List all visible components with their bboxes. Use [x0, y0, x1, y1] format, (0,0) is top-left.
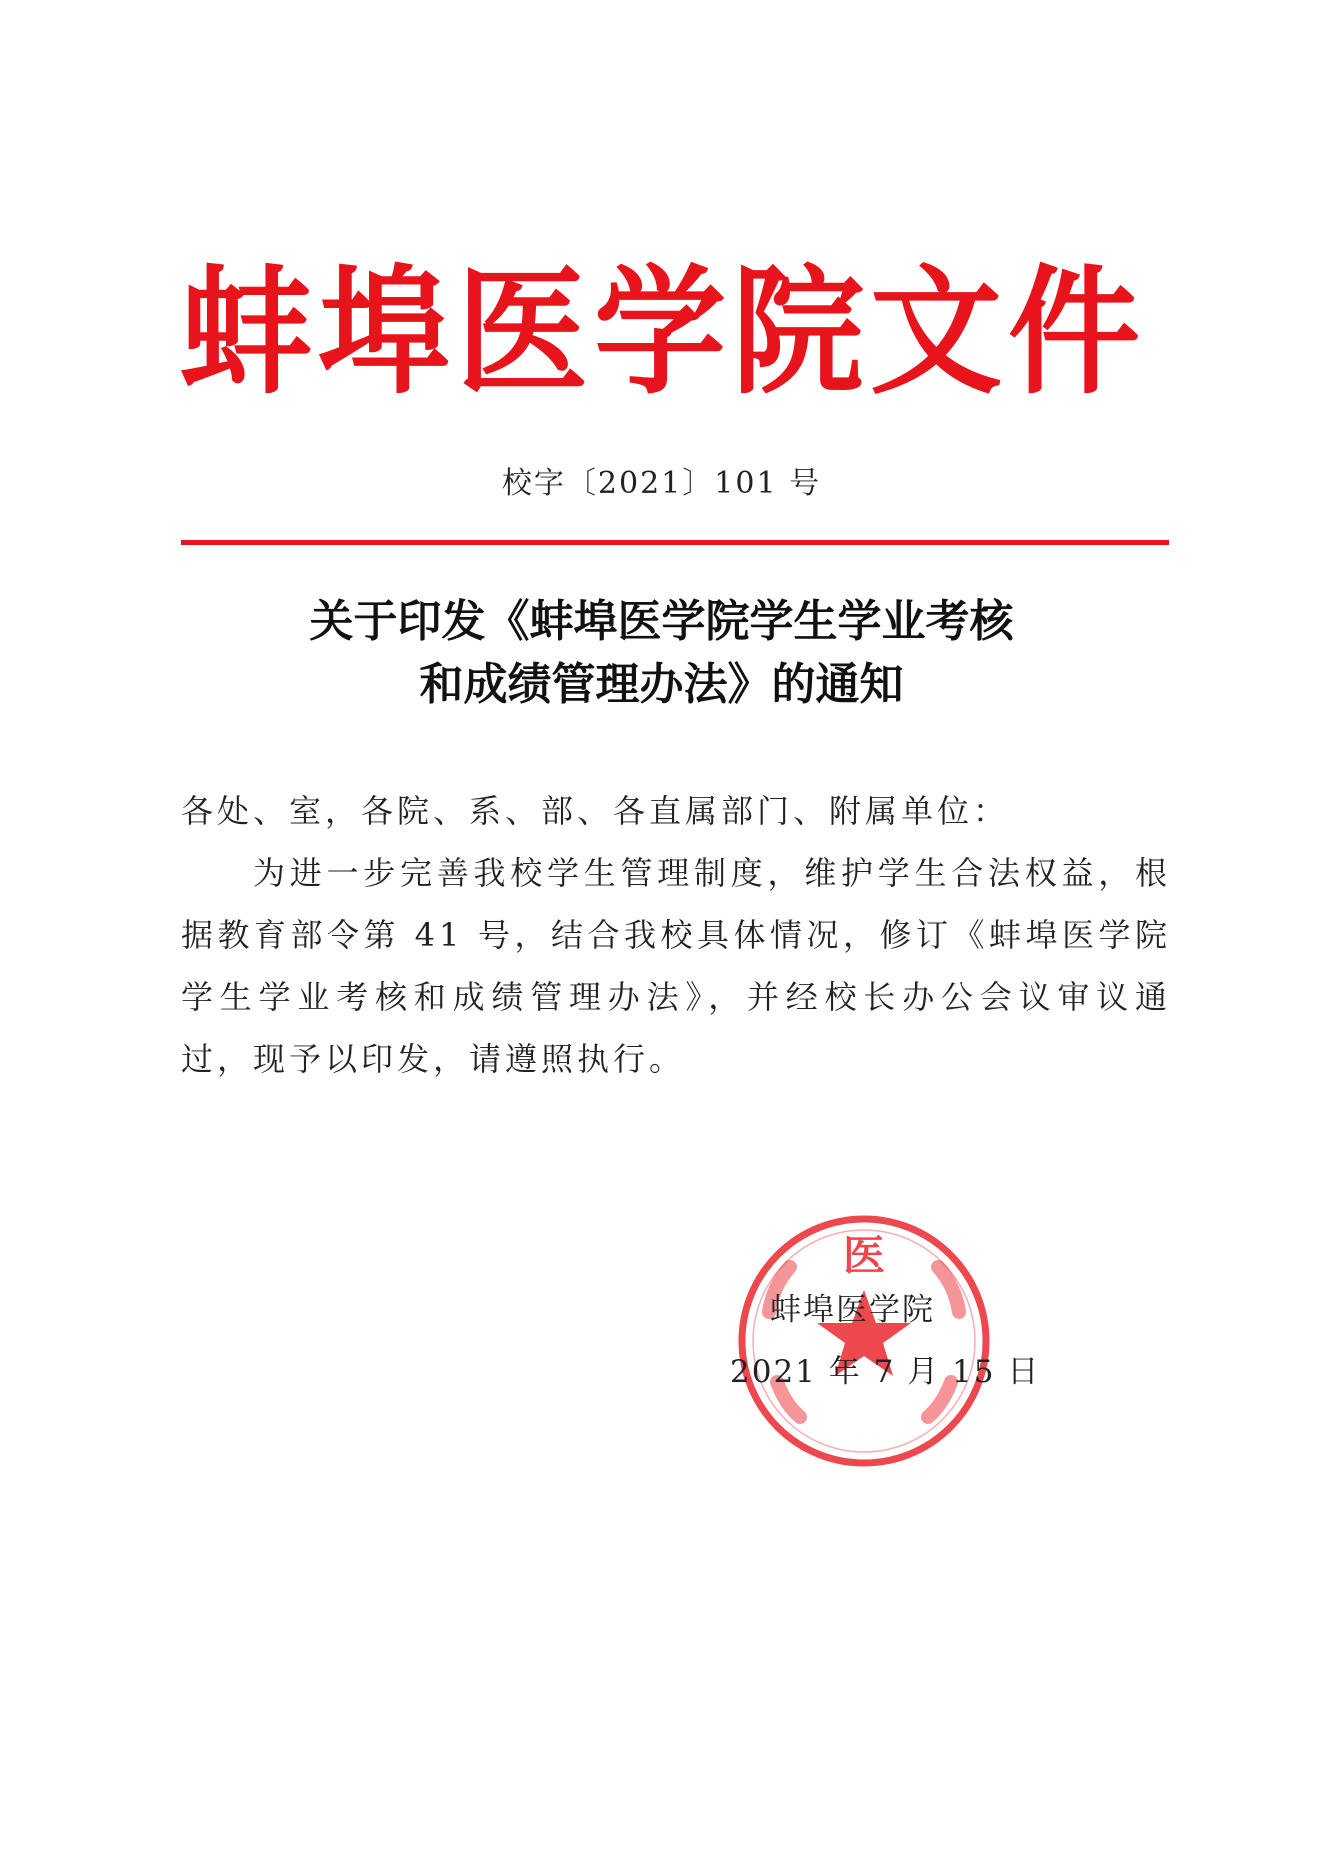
body-paragraph: 为进一步完善我校学生管理制度，维护学生合法权益，根据教育部令第 41 号，结合我校具体情况，修订《蚌埠医学院学生学业考核和成绩管理办法》，并经校长办公会议审议通过，现予以印发，请遵照执行。 [181, 854, 1171, 1078]
signature-organization: 蚌埠医学院 [770, 1292, 935, 1328]
masthead-char: 医 [456, 252, 588, 414]
masthead-char: 院 [732, 252, 864, 414]
official-seal [735, 1212, 993, 1470]
masthead-char: 学 [594, 252, 726, 414]
red-divider [181, 540, 1169, 545]
masthead-char: 蚌 [180, 252, 312, 414]
masthead-char: 文 [870, 252, 1002, 414]
salutation: 各处、室，各院、系、部、各直属部门、附属单位： [181, 792, 1010, 830]
masthead-char: 件 [1008, 252, 1140, 414]
masthead-char: 埠 [318, 252, 450, 414]
document-masthead [180, 252, 1140, 414]
signature-date: 2021 年 7 月 15 日 [730, 1354, 1041, 1390]
seal-top-text: 医 [842, 1231, 886, 1280]
document-title-line-1: 关于印发《蚌埠医学院学生学业考核 [309, 596, 1014, 647]
document-title-line-2: 和成绩管理办法》的通知 [419, 659, 904, 710]
seal-arc-right [938, 1267, 959, 1312]
document-number: 校字〔2021〕101 号 [501, 466, 822, 501]
